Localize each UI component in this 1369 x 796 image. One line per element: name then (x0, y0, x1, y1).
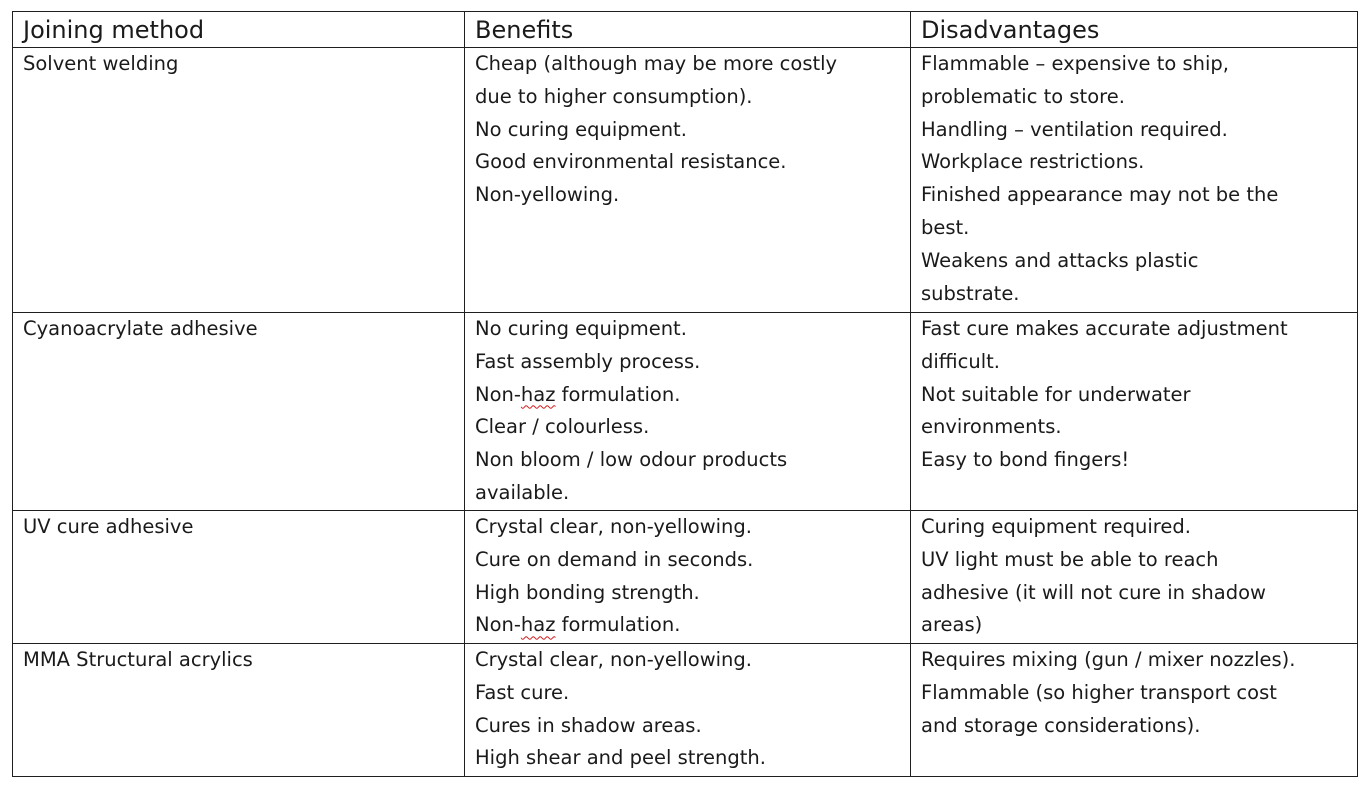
disadvantages-cell (911, 313, 1358, 511)
disadvantage-line: Not suitable for underwater (921, 382, 1191, 406)
benefit-line: available. (475, 480, 570, 504)
disadvantage-line: Requires mixing (gun / mixer nozzles). (921, 648, 1296, 671)
disadvantages-cell (911, 48, 1358, 313)
benefit-line (475, 379, 902, 412)
benefit-line: No curing equipment. (475, 317, 687, 340)
header-row (13, 12, 1358, 48)
benefit-line: Cure on demand in seconds. (475, 547, 754, 571)
benefits-cell (465, 48, 911, 313)
disadvantage-line: Fast cure makes accurate adjustment (921, 317, 1288, 340)
benefit-line: Good environmental resistance. (475, 150, 787, 174)
method-cell (13, 48, 465, 313)
comparison-table (12, 11, 1358, 777)
benefit-line: No curing equipment. (475, 117, 687, 141)
benefit-line: Cheap (although may be more costly (475, 52, 838, 75)
disadvantage-line: adhesive (it will not cure in shadow (921, 580, 1266, 604)
disadvantage-line: Handling – ventilation required. (921, 117, 1228, 141)
spellcheck-flagged-word: haz (520, 382, 556, 406)
benefit-line (475, 609, 902, 642)
benefit-line: Non-yellowing. (475, 183, 620, 207)
disadvantage-line: difficult. (921, 349, 1000, 373)
method-cell (13, 644, 465, 777)
method-name: Cyanoacrylate adhesive (23, 317, 258, 340)
disadvantages-cell (911, 511, 1358, 644)
disadvantage-line: Flammable (so higher transport cost (921, 680, 1277, 704)
disadvantage-line: and storage considerations). (921, 713, 1201, 737)
table-row (13, 313, 1358, 511)
table-row (13, 644, 1358, 777)
method-name: Solvent welding (23, 52, 179, 75)
disadvantage-line: Easy to bond fingers! (921, 448, 1130, 472)
disadvantages-cell (911, 644, 1358, 777)
benefit-line: High shear and peel strength. (475, 746, 766, 770)
header-disadvantages: Disadvantages (911, 12, 1358, 48)
disadvantage-line: Workplace restrictions. (921, 150, 1145, 174)
benefit-line: Cures in shadow areas. (475, 713, 702, 737)
disadvantage-line: Finished appearance may not be the (921, 183, 1279, 207)
disadvantage-line: Flammable – expensive to ship, (921, 52, 1229, 75)
benefit-line: Crystal clear, non-yellowing. (475, 515, 752, 538)
disadvantage-line: problematic to store. (921, 84, 1125, 108)
spellcheck-flagged-word: haz (520, 613, 556, 637)
method-name: MMA Structural acrylics (23, 648, 253, 671)
benefit-line: High bonding strength. (475, 580, 700, 604)
table-row (13, 511, 1358, 644)
method-cell (13, 511, 465, 644)
benefit-line: due to higher consumption). (475, 84, 753, 108)
disadvantage-line: Curing equipment required. (921, 515, 1191, 538)
benefit-line: Crystal clear, non-yellowing. (475, 648, 752, 671)
table-row (13, 48, 1358, 313)
benefits-cell (465, 511, 911, 644)
benefit-line: Fast cure. (475, 680, 570, 704)
header-joining-method: Joining method (13, 12, 465, 48)
benefit-line: Fast assembly process. (475, 349, 701, 373)
method-cell (13, 313, 465, 511)
benefit-text: formulation. (555, 613, 681, 637)
benefit-text: Non- (475, 382, 521, 406)
disadvantage-line: UV light must be able to reach (921, 547, 1219, 571)
disadvantage-line: environments. (921, 415, 1062, 439)
benefits-cell (465, 313, 911, 511)
benefit-text: formulation. (555, 382, 681, 406)
disadvantage-line: Weakens and attacks plastic (921, 248, 1199, 272)
disadvantage-line: best. (921, 215, 970, 239)
benefit-line: Clear / colourless. (475, 415, 650, 439)
benefits-cell (465, 644, 911, 777)
header-benefits: Benefits (465, 12, 911, 48)
disadvantage-line: substrate. (921, 281, 1020, 305)
method-name: UV cure adhesive (23, 515, 194, 538)
disadvantage-line: areas) (921, 613, 983, 637)
benefit-text: Non- (475, 613, 521, 637)
benefit-line: Non bloom / low odour products (475, 448, 788, 472)
